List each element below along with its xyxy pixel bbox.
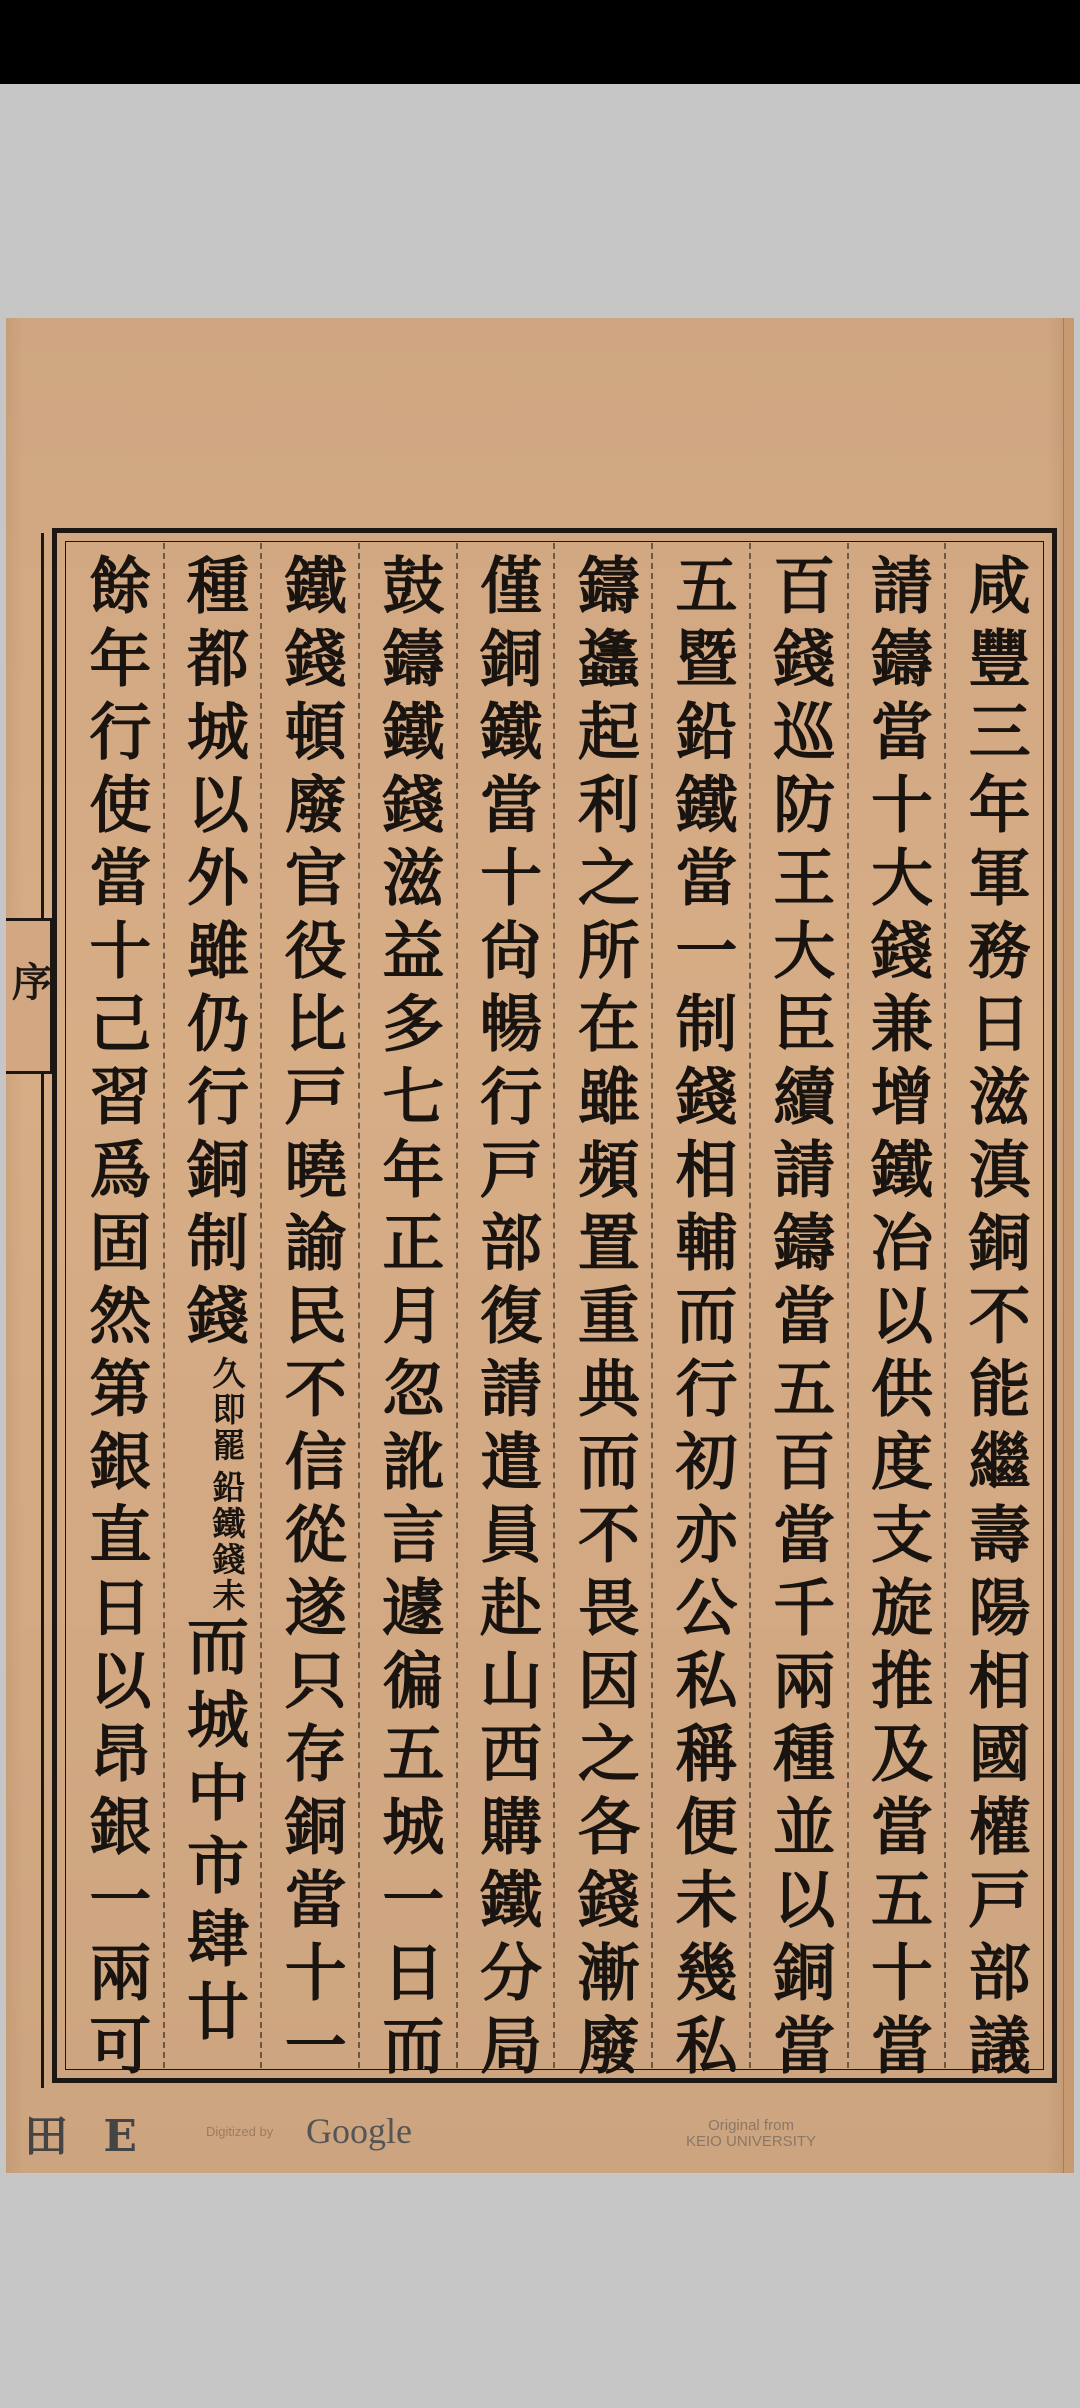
margin-column: [11, 533, 44, 2088]
text-column-6: [456, 543, 554, 2086]
margin-tab: [6, 918, 53, 1074]
scanned-page: [6, 318, 1074, 2173]
column-text: 種都城以外雖仍行銅制錢: [176, 553, 250, 1356]
text-column-5: [553, 543, 651, 2086]
annotation-note: [207, 1356, 247, 1614]
text-column-7: [358, 543, 456, 2086]
text-column-9: [163, 543, 261, 2068]
column-text: 鑄蠭起利之所在雖頻置重典而不畏因之各錢漸廢: [567, 553, 641, 2086]
original-from-label: Original from: [708, 2117, 794, 2134]
library-mark: 田 E: [24, 2111, 147, 2162]
text-column-3: [749, 543, 847, 2086]
library-name: KEIO UNIVERSITY: [686, 2133, 817, 2150]
source-label: [686, 2118, 816, 2150]
page-footer: [6, 2098, 1074, 2168]
column-text: 僅銅鐵當十尙暢行戸部復請遣員赴山西購鐵分局: [469, 553, 543, 2086]
google-watermark: Google: [306, 2111, 412, 2151]
column-text: 鼓鑄鐵錢滋益多七年正月忽訛言遽徧五城一日而: [371, 553, 445, 2086]
note-line-a: 鉛鐵錢未: [207, 1470, 247, 1614]
text-column-4: [651, 543, 749, 2086]
page-edge: [1063, 318, 1074, 2173]
text-column-2: [847, 543, 945, 2086]
text-column-1: [944, 543, 1042, 2086]
status-bar: [0, 0, 1080, 84]
note-line-b: 久即罷: [207, 1356, 247, 1464]
column-text: 鐵錢頓廢官役比戸曉諭民不信從遂只存銅當十一: [274, 553, 348, 2086]
column-text: 請鑄當十大錢兼增鐵冶以供度支旋推及當五十當: [860, 553, 934, 2086]
text-column-10: [67, 543, 163, 2086]
column-text: 餘年行使當十己習爲固然第銀直日以昂銀一兩可: [78, 553, 152, 2086]
text-column-8: [260, 543, 358, 2086]
margin-tab-char: 序: [12, 959, 52, 1006]
digitized-by-label: Digitized by: [206, 2124, 274, 2139]
column-text: 咸豐三年軍務日滋滇銅不能繼壽陽相國權戸部議: [958, 553, 1032, 2086]
column-text-with-note: [176, 553, 250, 2052]
text-columns: [67, 543, 1042, 2086]
text-frame: [52, 528, 1057, 2086]
column-text: 五暨鉛鐵當一制錢相輔而行初亦公私稱便未幾私: [665, 553, 739, 2086]
column-text: 百錢巡防王大臣續請鑄當五百當千兩種並以銅當: [762, 553, 836, 2086]
column-text-tail: 而城中市肆廿: [176, 1614, 250, 2052]
